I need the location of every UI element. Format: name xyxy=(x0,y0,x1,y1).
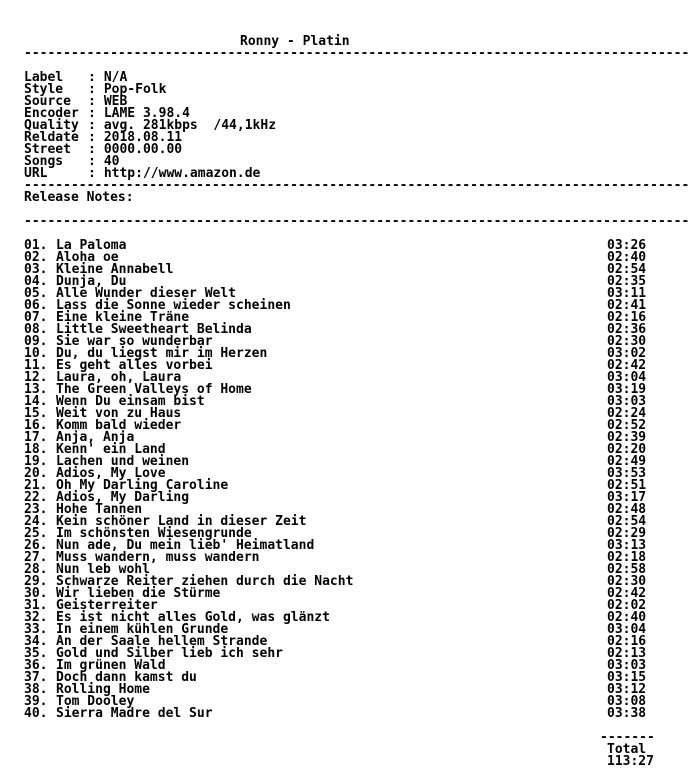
track-duration: 03:04 xyxy=(607,370,647,385)
track-title: Wir lieben die Stürme xyxy=(56,586,221,601)
info-separator: : xyxy=(88,154,96,169)
track-duration: 03:13 xyxy=(607,538,647,553)
track-title: Adios, My Love xyxy=(56,466,166,481)
track-number: 13. xyxy=(24,382,48,397)
track-number: 28. xyxy=(24,562,48,577)
track-duration: 02:24 xyxy=(607,406,647,421)
track-number: 39. xyxy=(24,694,48,709)
track-duration: 02:16 xyxy=(607,634,647,649)
info-key: Quality xyxy=(24,118,79,133)
track-duration: 02:52 xyxy=(607,418,647,433)
track-title: Oh My Darling Caroline xyxy=(56,478,229,493)
track-title: Rolling Home xyxy=(56,682,150,697)
divider xyxy=(24,48,688,60)
track-number: 08. xyxy=(24,322,48,337)
info-value: LAME 3.98.4 xyxy=(103,106,190,121)
track-number: 09. xyxy=(24,334,48,349)
track-duration: 03:38 xyxy=(607,706,647,721)
info-value: 40 xyxy=(103,154,120,169)
track-duration: 02:41 xyxy=(607,298,647,313)
track-duration: 02:18 xyxy=(607,550,647,565)
total-time: 113:27 xyxy=(607,754,654,769)
track-title: Kenn' ein Land xyxy=(56,442,166,457)
track-title: Laura, oh, Laura xyxy=(56,370,182,385)
track-number: 36. xyxy=(24,658,48,673)
track-number: 02. xyxy=(24,250,48,265)
track-duration: 03:04 xyxy=(607,622,647,637)
info-key: Reldate xyxy=(24,130,79,145)
track-title: Du, du liegst mir im Herzen xyxy=(56,346,268,361)
track-title: Anja, Anja xyxy=(56,430,135,445)
track-title: Weit von zu Haus xyxy=(56,406,182,421)
track-title: Alle Wunder dieser Welt xyxy=(56,286,237,301)
track-duration: 02:30 xyxy=(607,334,647,349)
track-duration: 02:54 xyxy=(607,514,647,529)
track-duration: 02:58 xyxy=(607,562,647,577)
track-duration: 02:13 xyxy=(607,646,647,661)
divider xyxy=(24,216,688,228)
track-title: Kein schöner Land in dieser Zeit xyxy=(56,514,307,529)
info-separator: : xyxy=(88,118,96,133)
info-separator: : xyxy=(88,106,96,121)
track-duration: 03:26 xyxy=(607,238,647,253)
track-duration: 03:03 xyxy=(607,394,647,409)
track-number: 19. xyxy=(24,454,48,469)
track-title: Muss wandern, muss wandern xyxy=(56,550,260,565)
track-number: 38. xyxy=(24,682,48,697)
info-key: Source xyxy=(24,94,71,109)
track-number: 40. xyxy=(24,706,48,721)
track-duration: 02:16 xyxy=(607,310,647,325)
info-value: Pop-Folk xyxy=(103,82,167,97)
track-row xyxy=(24,708,656,720)
track-title: Dunja, Du xyxy=(56,274,127,289)
track-number: 33. xyxy=(24,622,48,637)
track-number: 07. xyxy=(24,310,48,325)
track-title: Gold und Silber lieb ich sehr xyxy=(56,646,283,661)
track-number: 17. xyxy=(24,430,48,445)
track-duration: 02:30 xyxy=(607,574,647,589)
track-title: Lass die Sonne wieder scheinen xyxy=(56,298,291,313)
track-duration: 02:54 xyxy=(607,262,647,277)
track-title: Komm bald wieder xyxy=(56,418,182,433)
track-duration: 03:53 xyxy=(607,466,647,481)
track-duration: 02:42 xyxy=(607,358,647,373)
info-row-url xyxy=(24,168,276,180)
track-duration: 03:12 xyxy=(607,682,647,697)
info-separator: : xyxy=(88,166,96,181)
track-number: 26. xyxy=(24,538,48,553)
track-number: 34. xyxy=(24,634,48,649)
track-duration: 02:51 xyxy=(607,478,647,493)
track-number: 23. xyxy=(24,502,48,517)
release-info xyxy=(24,72,276,180)
track-duration: 02:02 xyxy=(607,598,647,613)
track-duration: 02:39 xyxy=(607,430,647,445)
info-key: Label xyxy=(24,70,64,85)
info-value: 0000.00.00 xyxy=(103,142,183,157)
track-number: 11. xyxy=(24,358,48,373)
track-duration: 03:19 xyxy=(607,382,647,397)
track-duration: 03:17 xyxy=(607,490,647,505)
track-duration: 02:20 xyxy=(607,442,647,457)
track-duration: 02:29 xyxy=(607,526,647,541)
track-number: 29. xyxy=(24,574,48,589)
track-duration: 02:49 xyxy=(607,454,647,469)
track-number: 01. xyxy=(24,238,48,253)
track-duration: 02:35 xyxy=(607,274,647,289)
track-number: 20. xyxy=(24,466,48,481)
info-key: URL xyxy=(24,166,48,181)
info-separator: : xyxy=(88,94,96,109)
track-number: 18. xyxy=(24,442,48,457)
track-duration: 02:48 xyxy=(607,502,647,517)
track-title: Nun leb wohl xyxy=(56,562,150,577)
track-duration: 02:40 xyxy=(607,250,647,265)
track-number: 12. xyxy=(24,370,48,385)
info-key: Street xyxy=(24,142,71,157)
track-title: In einem kühlen Grunde xyxy=(56,622,229,637)
track-title: The Green Valleys of Home xyxy=(56,382,252,397)
info-separator: : xyxy=(88,82,96,97)
info-separator: : xyxy=(88,142,96,157)
info-value: avg. 281kbps /44,1kHz xyxy=(103,118,277,133)
total-label: Total xyxy=(607,742,647,757)
track-number: 37. xyxy=(24,670,48,685)
info-value: N/A xyxy=(103,70,128,85)
release-notes-label: Release Notes: xyxy=(24,190,134,205)
track-number: 04. xyxy=(24,274,48,289)
track-title: Hohe Tannen xyxy=(56,502,143,517)
track-number: 32. xyxy=(24,610,48,625)
track-number: 30. xyxy=(24,586,48,601)
track-title: Kleine Annabell xyxy=(56,262,174,277)
track-number: 21. xyxy=(24,478,48,493)
track-number: 35. xyxy=(24,646,48,661)
track-title: Little Sweetheart Belinda xyxy=(56,322,252,337)
info-value: WEB xyxy=(103,94,128,109)
info-key: Encoder xyxy=(24,106,79,121)
track-title: Es geht alles vorbei xyxy=(56,358,213,373)
track-duration: 02:36 xyxy=(607,322,647,337)
track-title: La Paloma xyxy=(56,238,127,253)
info-separator: : xyxy=(88,130,96,145)
total-divider: ------- xyxy=(600,730,655,745)
info-key: Songs xyxy=(24,154,64,169)
info-value: http://www.amazon.de xyxy=(103,166,261,181)
track-duration: 03:02 xyxy=(607,346,647,361)
info-separator: : xyxy=(88,70,96,85)
tracklist xyxy=(24,240,656,720)
track-number: 25. xyxy=(24,526,48,541)
track-title: Schwarze Reiter ziehen durch die Nacht xyxy=(56,574,354,589)
track-title: Nun ade, Du mein lieb' Heimatland xyxy=(56,538,315,553)
info-key: Style xyxy=(24,82,64,97)
track-title: Aloha oe xyxy=(56,250,119,265)
track-number: 15. xyxy=(24,406,48,421)
track-number: 27. xyxy=(24,550,48,565)
track-number: 05. xyxy=(24,286,48,301)
track-title: Tom Dooley xyxy=(56,694,135,709)
track-title: Es ist nicht alles Gold, was glänzt xyxy=(56,610,330,625)
track-title: Lachen und weinen xyxy=(56,454,190,469)
track-title: Doch dann kamst du xyxy=(56,670,197,685)
track-title: Sie war so wunderbar xyxy=(56,334,213,349)
track-title: An der Saale hellem Strande xyxy=(56,634,268,649)
track-number: 10. xyxy=(24,346,48,361)
track-title: Im schönsten Wiesengrunde xyxy=(56,526,252,541)
track-number: 22. xyxy=(24,490,48,505)
track-number: 16. xyxy=(24,418,48,433)
track-number: 31. xyxy=(24,598,48,613)
track-title: Eine kleine Träne xyxy=(56,310,190,325)
track-title: Adios, My Darling xyxy=(56,490,190,505)
track-title: Geisterreiter xyxy=(56,598,158,613)
track-title: Wenn Du einsam bist xyxy=(56,394,205,409)
track-duration: 03:08 xyxy=(607,694,647,709)
track-duration: 02:40 xyxy=(607,610,647,625)
track-duration: 03:11 xyxy=(607,286,647,301)
track-number: 06. xyxy=(24,298,48,313)
track-title: Im grünen Wald xyxy=(56,658,166,673)
track-duration: 03:15 xyxy=(607,670,647,685)
album-title: Ronny - Platin xyxy=(240,34,350,49)
track-duration: 03:03 xyxy=(607,658,647,673)
track-number: 14. xyxy=(24,394,48,409)
track-title: Sierra Madre del Sur xyxy=(56,706,213,721)
track-duration: 02:42 xyxy=(607,586,647,601)
track-number: 24. xyxy=(24,514,48,529)
track-number: 03. xyxy=(24,262,48,277)
info-value: 2018.08.11 xyxy=(103,130,183,145)
